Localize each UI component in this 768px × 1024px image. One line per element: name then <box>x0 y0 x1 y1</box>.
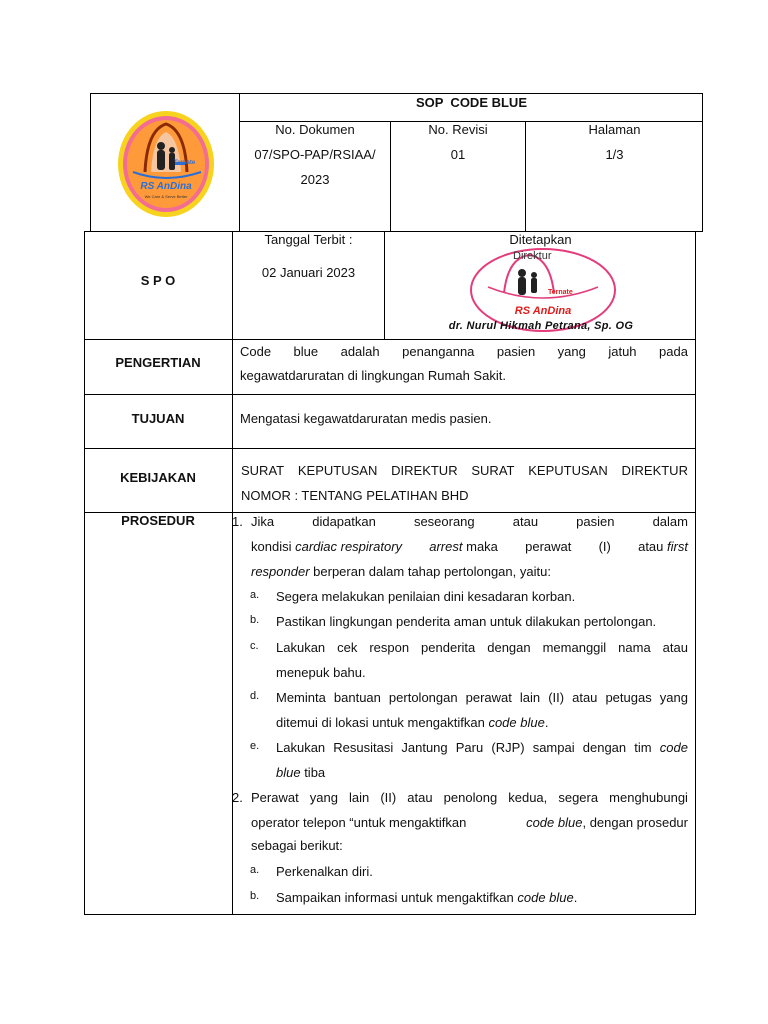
revision-value: 01 <box>450 147 466 162</box>
page-value: 1/3 <box>605 147 624 162</box>
tujuan-label: TUJUAN <box>131 411 185 426</box>
sub2-a-letter: a. <box>250 864 260 876</box>
word: dengan <box>487 640 531 655</box>
row-divider-1 <box>84 339 696 340</box>
sub-b-letter: b. <box>250 614 260 626</box>
doc-number-value-2: 2023 <box>300 172 330 187</box>
spo-label: S P O <box>140 273 176 288</box>
word: (II) <box>380 790 397 805</box>
item-2-line-3: sebagai berikut: <box>251 838 343 853</box>
tanggal-terbit-value: 02 Januari 2023 <box>261 265 356 280</box>
word: yang <box>557 344 586 359</box>
sub2-b-letter: b. <box>250 890 260 902</box>
tanggal-terbit-label: Tanggal Terbit : <box>264 232 353 247</box>
word: pertolongan <box>388 690 458 705</box>
word <box>429 539 498 554</box>
italic-text: responder <box>251 564 310 579</box>
item-1-line-3 <box>251 564 551 579</box>
document-title: SOP CODE BLUE <box>415 95 527 110</box>
word: Meminta <box>276 690 326 705</box>
text: Sampaikan informasi untuk mengaktifkan <box>276 890 518 905</box>
italic-text: code blue <box>488 715 545 730</box>
word-italic: code <box>659 740 688 755</box>
word: Code <box>240 344 272 359</box>
word: adalah <box>340 344 380 359</box>
word: atau <box>407 790 433 805</box>
sub-a-text: Segera melakukan penilaian dini kesadaran korban. <box>276 589 576 604</box>
word: Jika <box>251 514 275 529</box>
sub2-b-text <box>276 890 577 905</box>
sub-a-letter: a. <box>250 589 260 601</box>
word-italic: arrest <box>429 539 463 554</box>
word: blue <box>293 344 319 359</box>
word: atau <box>662 640 688 655</box>
pengertian-line-2: kegawatdaruratan di lingkungan Rumah Sakit. <box>240 368 506 383</box>
stamp-small-text: Ternate <box>548 289 573 296</box>
word: cek <box>337 640 358 655</box>
word: Lakukan <box>276 640 326 655</box>
kebijakan-line-1 <box>241 463 688 478</box>
word: segera <box>558 790 599 805</box>
word: dalam <box>652 514 688 529</box>
body-divider-column <box>232 231 233 915</box>
kebijakan-line-2: NOMOR : TENTANG PELATIHAN BHD <box>241 488 469 503</box>
word-text: kondisi <box>251 539 292 554</box>
text: . <box>544 715 549 730</box>
word: pada <box>659 344 688 359</box>
sub-d-line-1 <box>276 690 688 705</box>
item-1-line-1 <box>251 514 688 529</box>
stamp-direktur: Direktur <box>513 250 552 262</box>
word: pasien <box>576 514 615 529</box>
word: penderita <box>421 640 476 655</box>
sub-c-line-1 <box>276 640 688 655</box>
word: KEPUTUSAN <box>297 463 378 478</box>
word: SURAT <box>241 463 285 478</box>
sub-b-text: Pastikan lingkungan penderita aman untuk dilakukan pertolongan. <box>276 614 657 629</box>
item-2-line-2 <box>251 815 688 830</box>
word: (II) <box>548 690 565 705</box>
word: seseorang <box>413 514 475 529</box>
sub-c-letter: c. <box>250 640 259 652</box>
word: perawat <box>525 539 572 554</box>
word: (I) <box>598 539 611 554</box>
sub-e-line-1 <box>276 740 688 755</box>
sub-e-line-2 <box>276 765 325 780</box>
tujuan-text: Mengatasi kegawatdaruratan medis pasien. <box>240 411 492 426</box>
logo-name: RS AnDina <box>140 181 192 192</box>
stamp-name: RS AnDina <box>514 305 572 317</box>
word: nama <box>618 640 651 655</box>
sub-d-line-2 <box>276 715 548 730</box>
word-text: atau <box>638 539 664 554</box>
word: perawat <box>465 690 512 705</box>
italic-text: code blue <box>517 890 574 905</box>
sub-c-line-2: menepuk bahu. <box>276 665 366 680</box>
text-segment <box>526 815 688 830</box>
word: Paru <box>455 740 484 755</box>
word: lain <box>349 790 370 805</box>
word: bantuan <box>333 690 381 705</box>
sub2-a-text: Perkenalkan diri. <box>276 864 373 879</box>
word: (RJP) <box>491 740 525 755</box>
item-2-number: 2. <box>232 790 243 805</box>
word: yang <box>309 790 338 805</box>
sub-d-letter: d. <box>250 690 260 702</box>
row-divider-2 <box>84 394 696 395</box>
item-2-line-1 <box>251 790 688 805</box>
word: DIREKTUR <box>621 463 688 478</box>
word: SURAT <box>471 463 515 478</box>
word: didapatkan <box>312 514 376 529</box>
text: . <box>573 890 578 905</box>
word-italic: first <box>667 539 688 554</box>
logo-small-text: Ternate <box>174 160 196 166</box>
item-1-number: 1. <box>232 514 243 529</box>
word-italic: cardiac respiratory <box>295 539 403 554</box>
revision-label: No. Revisi <box>428 122 488 137</box>
sub-e-letter: e. <box>250 740 260 752</box>
word: kedua, <box>508 790 548 805</box>
doc-number-label: No. Dokumen <box>275 122 355 137</box>
word: lain <box>519 690 541 705</box>
italic-text: blue <box>276 765 301 780</box>
word: Jantung <box>401 740 448 755</box>
ditetapkan-label: Ditetapkan <box>509 232 572 247</box>
word: Resusitasi <box>333 740 394 755</box>
italic-text: code blue <box>526 815 583 830</box>
word: tim <box>634 740 652 755</box>
text: tiba <box>300 765 326 780</box>
page-label: Halaman <box>588 122 641 137</box>
word: Perawat <box>251 790 299 805</box>
word: DIREKTUR <box>391 463 458 478</box>
kebijakan-label: KEBIJAKAN <box>120 470 196 485</box>
word: yang <box>659 690 688 705</box>
word: dengan <box>582 740 627 755</box>
pengertian-line-1 <box>240 344 688 359</box>
word: Lakukan <box>276 740 326 755</box>
row-divider-3 <box>84 448 696 449</box>
signatory-name: dr. Nurul Hikmah Petrana, Sp. OG <box>448 320 634 332</box>
text-segment: operator telepon “untuk mengaktifkan <box>251 815 467 830</box>
prosedur-label: PROSEDUR <box>121 513 195 528</box>
item-1-line-2 <box>251 539 688 554</box>
text: berperan dalam tahap pertolongan, yaitu: <box>309 564 551 579</box>
text: ditemui di lokasi untuk mengaktifkan <box>276 715 489 730</box>
word: atau <box>512 514 539 529</box>
word: pasien <box>496 344 536 359</box>
word: sampai <box>532 740 575 755</box>
doc-number-value-1: 07/SPO-PAP/RSIAA/ <box>254 147 376 162</box>
word: memanggil <box>542 640 607 655</box>
pengertian-label: PENGERTIAN <box>115 355 201 370</box>
word <box>251 539 402 554</box>
text: , dengan prosedur <box>582 815 688 830</box>
word: penanganna <box>402 344 475 359</box>
word: atau <box>572 690 598 705</box>
hospital-logo <box>117 110 215 218</box>
word: KEPUTUSAN <box>528 463 608 478</box>
word: petugas <box>605 690 652 705</box>
word: menghubungi <box>609 790 688 805</box>
word: jatuh <box>608 344 637 359</box>
logo-tagline: We Care & Serve Better <box>144 194 188 199</box>
word: respon <box>369 640 410 655</box>
word-text: maka <box>466 539 498 554</box>
word: penolong <box>443 790 498 805</box>
word <box>638 539 688 554</box>
spo-divider <box>384 231 385 339</box>
